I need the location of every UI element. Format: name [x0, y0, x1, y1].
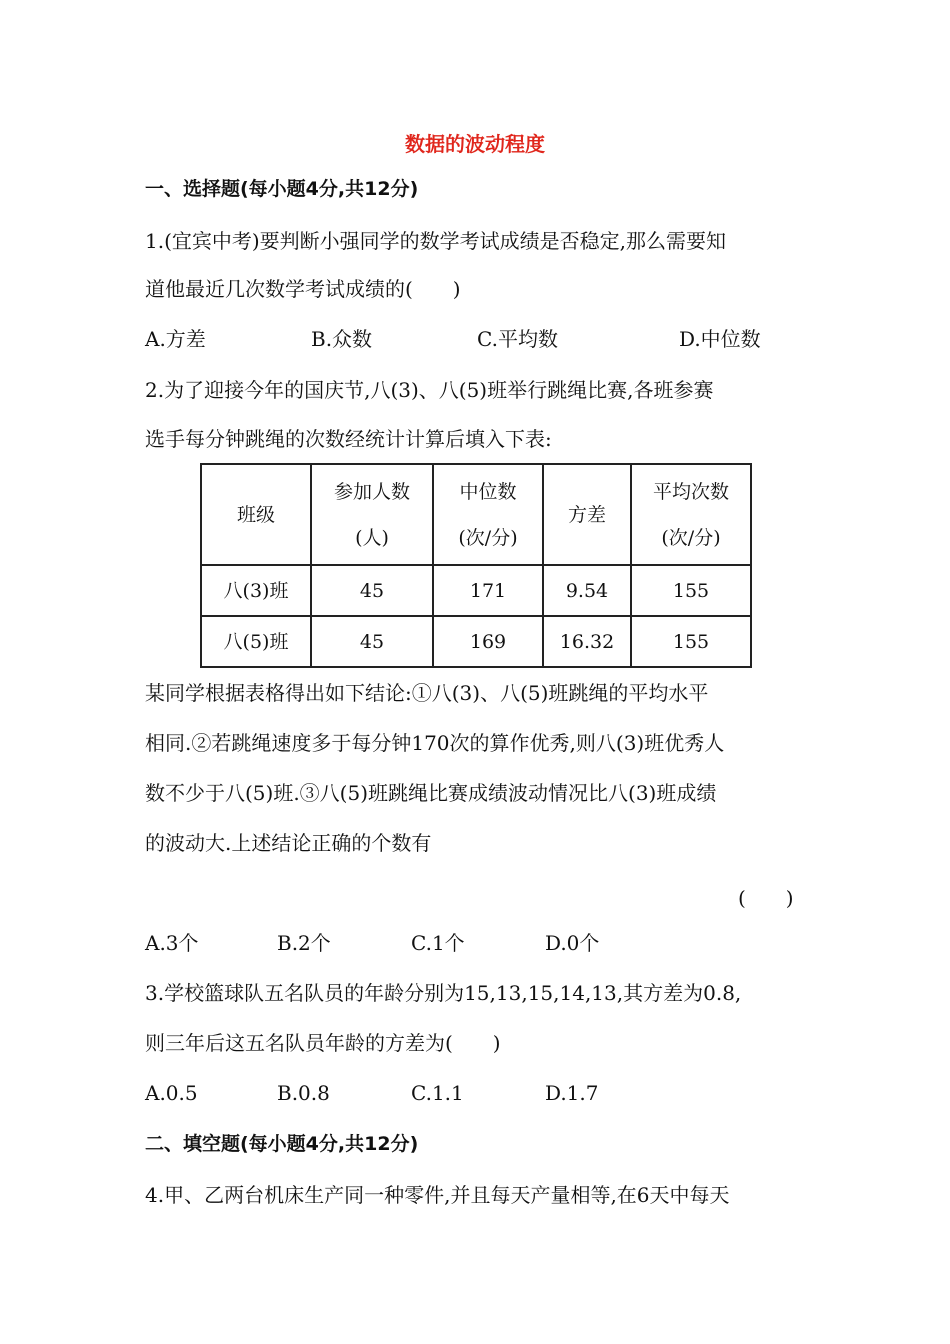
question-3-line-2: 则三年后这五名队员年龄的方差为( )	[145, 1031, 501, 1055]
question-2-line-4: 相同.②若跳绳速度多于每分钟170次的算作优秀,则八(3)班优秀人	[145, 731, 725, 755]
cell-class: 八(3)班	[201, 565, 311, 616]
header-average-label: 平均次数	[652, 480, 729, 503]
cell-median: 171	[433, 565, 543, 616]
question-2-line-1: 2.为了迎接今年的国庆节,八(3)、八(5)班举行跳绳比赛,各班参赛	[145, 378, 714, 402]
question-2-line-2: 选手每分钟跳绳的次数经统计计算后填入下表:	[145, 427, 552, 451]
question-3-option-c: C.1.1	[411, 1081, 464, 1105]
cell-participants: 45	[311, 616, 433, 667]
question-2-answer-paren: ( )	[738, 886, 794, 910]
header-participants-label: 参加人数	[333, 480, 410, 503]
header-class	[201, 464, 311, 565]
cell-class: 八(5)班	[201, 616, 311, 667]
section-heading-fill: 二、填空题(每小题4分,共12分)	[145, 1133, 419, 1155]
question-3-line-1: 3.学校篮球队五名队员的年龄分别为15,13,15,14,13,其方差为0.8,	[145, 981, 742, 1005]
question-2-option-c: C.1个	[411, 931, 465, 955]
cell-participants: 45	[311, 565, 433, 616]
question-3-option-b: B.0.8	[277, 1081, 330, 1105]
stats-table	[200, 463, 752, 668]
question-2-line-3: 某同学根据表格得出如下结论:①八(3)、八(5)班跳绳的平均水平	[145, 681, 709, 705]
question-1-option-b: B.众数	[311, 327, 373, 351]
question-3-option-a: A.0.5	[145, 1081, 198, 1105]
cell-average: 155	[631, 616, 751, 667]
header-participants	[311, 464, 433, 565]
question-2-option-d: D.0个	[545, 931, 600, 955]
question-2-line-6: 的波动大.上述结论正确的个数有	[145, 831, 432, 855]
cell-median: 169	[433, 616, 543, 667]
cell-variance: 16.32	[543, 616, 631, 667]
question-2-option-b: B.2个	[277, 931, 331, 955]
header-participants-unit: (人)	[355, 526, 389, 549]
header-median	[433, 464, 543, 565]
question-1-option-a: A.方差	[145, 327, 206, 351]
header-average	[631, 464, 751, 565]
question-4-line-1: 4.甲、乙两台机床生产同一种零件,并且每天产量相等,在6天中每天	[145, 1183, 730, 1207]
question-2-line-5: 数不少于八(5)班.③八(5)班跳绳比赛成绩波动情况比八(3)班成绩	[145, 781, 717, 805]
table-row	[201, 565, 751, 616]
header-variance-label: 方差	[567, 503, 606, 526]
table-row	[201, 616, 751, 667]
header-class-label: 班级	[236, 503, 275, 526]
header-median-unit: (次/分)	[458, 526, 518, 549]
cell-average: 155	[631, 565, 751, 616]
header-median-label: 中位数	[459, 480, 517, 503]
cell-variance: 9.54	[543, 565, 631, 616]
header-variance	[543, 464, 631, 565]
question-2-option-a: A.3个	[145, 931, 199, 955]
question-1-line-1: 1.(宜宾中考)要判断小强同学的数学考试成绩是否稳定,那么需要知	[145, 229, 727, 253]
section-heading-choice: 一、选择题(每小题4分,共12分)	[145, 178, 419, 200]
question-1-option-c: C.平均数	[477, 327, 558, 351]
question-1-line-2: 道他最近几次数学考试成绩的( )	[145, 277, 461, 301]
question-3-option-d: D.1.7	[545, 1081, 599, 1105]
document-title: 数据的波动程度	[405, 132, 545, 156]
question-1-option-d: D.中位数	[679, 327, 761, 351]
header-average-unit: (次/分)	[661, 526, 721, 549]
table-header-row	[201, 464, 751, 565]
